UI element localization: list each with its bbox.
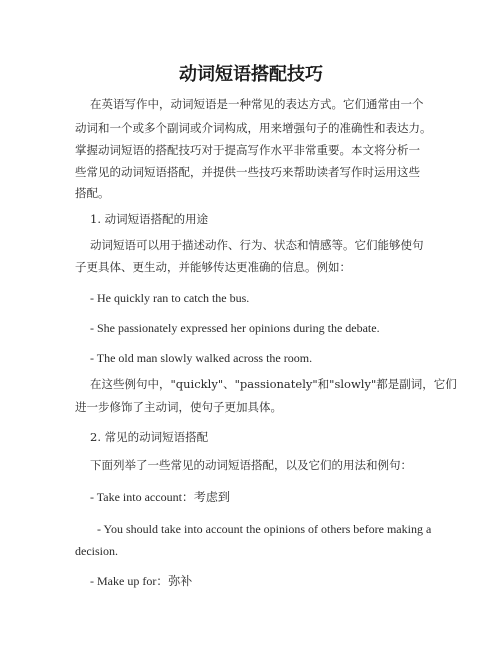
phrase-item-2: - Make up for：弥补 [90, 574, 193, 588]
section1-explain-line-2: 进一步修饰了主动词，使句子更加具体。 [75, 400, 282, 414]
phrase-item-1-example-line-1: - You should take into account the opinions of others before making a [97, 522, 432, 536]
example-3: - The old man slowly walked across the room. [90, 351, 313, 365]
section1-explain-line-1: 在这些例句中，"quickly"、"passionately"和"slowly"都是副词，它们 [90, 377, 457, 391]
section1-para-line-2: 子更具体、更生动，并能够传达更准确的信息。例如： [75, 260, 351, 274]
section1-para-line-1: 动词短语可以用于描述动作、行为、状态和情感等。它们能够使句 [90, 238, 424, 252]
section1-heading: 1. 动词短语搭配的用途 [90, 212, 209, 226]
intro-line-2: 动词和一个或多个副词或介词构成，用来增强句子的准确性和表达力。 [75, 121, 432, 135]
phrase-item-1: - Take into account：考虑到 [90, 490, 230, 504]
example-1: - He quickly ran to catch the bus. [90, 291, 250, 305]
intro-line-5: 搭配。 [75, 186, 110, 200]
intro-line-1: 在英语写作中，动词短语是一种常见的表达方式。它们通常由一个 [90, 97, 424, 111]
intro-line-4: 些常见的动词短语搭配，并提供一些技巧来帮助读者写作时运用这些 [75, 165, 420, 179]
phrase-item-1-example-line-2: decision. [75, 544, 118, 558]
intro-line-3: 掌握动词短语的搭配技巧对于提高写作水平非常重要。本文将分析一 [75, 143, 420, 157]
section2-heading: 2. 常见的动词短语搭配 [90, 430, 209, 444]
document-title: 动词短语搭配技巧 [179, 64, 323, 85]
example-2: - She passionately expressed her opinions during the debate. [90, 321, 380, 335]
section2-intro: 下面列举了一些常见的动词短语搭配，以及它们的用法和例句： [90, 458, 412, 472]
